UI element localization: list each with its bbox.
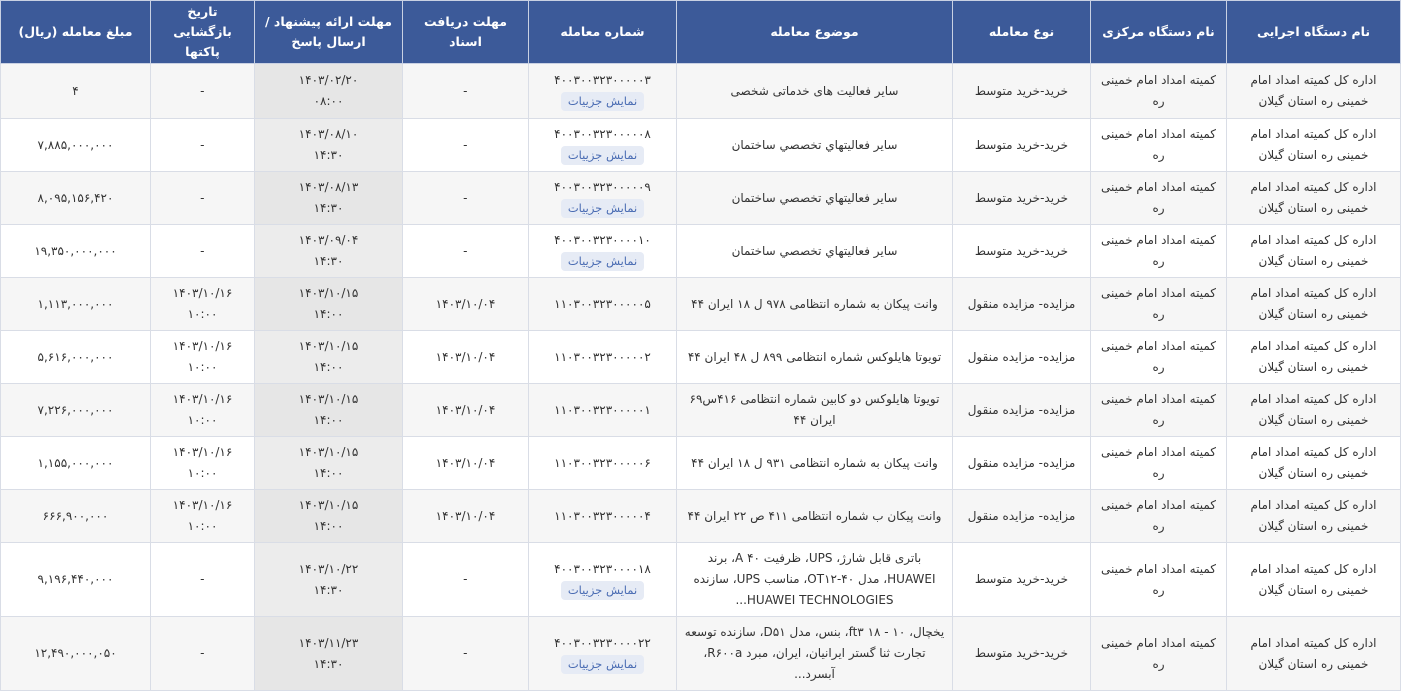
table-row bbox=[1, 278, 1401, 331]
deal-subject: یخچال، ۱۰ - ۱۸ ft۳، بنس، مدل D۵۱، سازنده توسعه تجارت ثنا گستر ایرانیان، ایران، مبرد R۶۰۰a، آبسرد... bbox=[684, 625, 945, 681]
cell-subject bbox=[677, 225, 953, 278]
offer-date: ۱۴۰۳/۰۹/۰۴ bbox=[298, 233, 359, 247]
table-row bbox=[1, 543, 1401, 617]
offer-time: ۱۴:۳۰ bbox=[313, 148, 344, 162]
doc-deadline: ۱۴۰۳/۱۰/۰۴ bbox=[435, 508, 496, 523]
deal-number: ۴۰۰۳۰۰۳۲۳۰۰۰۰۲۲ bbox=[554, 635, 651, 650]
cell-deal-number bbox=[529, 437, 677, 490]
header-amount[interactable]: مبلغ معامله (ریال) bbox=[1, 1, 151, 64]
cell-opening-date bbox=[151, 543, 255, 617]
offer-time: ۱۴:۳۰ bbox=[313, 656, 344, 671]
cell-amount bbox=[1, 384, 151, 437]
table-row bbox=[1, 490, 1401, 543]
offer-date: ۱۴۰۳/۱۰/۱۵ bbox=[298, 339, 359, 353]
executor-name: اداره کل کمیته امداد امام خمینی ره استان گیلان bbox=[1250, 635, 1377, 671]
cell-doc-deadline bbox=[403, 490, 529, 543]
central-name: کمیته امداد امام خمینی ره bbox=[1101, 233, 1216, 268]
deal-amount: ۷,۸۸۵,۰۰۰,۰۰۰ bbox=[37, 137, 114, 152]
header-subject[interactable]: موضوع معامله bbox=[677, 1, 953, 64]
deal-number: ۴۰۰۳۰۰۳۲۳۰۰۰۰۱۸ bbox=[554, 561, 651, 576]
cell-central bbox=[1091, 617, 1227, 691]
offer-time: ۱۴:۰۰ bbox=[313, 466, 344, 480]
cell-offer-deadline bbox=[255, 543, 403, 617]
deal-amount: ۱,۱۱۳,۰۰۰,۰۰۰ bbox=[37, 296, 114, 311]
cell-deal-type bbox=[953, 543, 1091, 617]
executor-name: اداره کل کمیته امداد امام خمینی ره استان گیلان bbox=[1250, 233, 1377, 268]
opening-time: ۱۰:۰۰ bbox=[187, 307, 218, 321]
cell-executor bbox=[1227, 617, 1401, 691]
deal-number: ۴۰۰۳۰۰۳۲۳۰۰۰۰۱۰ bbox=[554, 233, 651, 247]
cell-amount bbox=[1, 225, 151, 278]
cell-deal-number bbox=[529, 278, 677, 331]
cell-doc-deadline bbox=[403, 543, 529, 617]
executor-name: اداره کل کمیته امداد امام خمینی ره استان گیلان bbox=[1250, 286, 1377, 321]
cell-executor bbox=[1227, 225, 1401, 278]
show-details-button[interactable]: نمایش جزییات bbox=[561, 92, 644, 111]
offer-time: ۱۴:۰۰ bbox=[313, 413, 344, 427]
cell-central bbox=[1091, 437, 1227, 490]
cell-subject bbox=[677, 617, 953, 691]
cell-deal-number bbox=[529, 119, 677, 172]
offer-date: ۱۴۰۳/۱۰/۱۵ bbox=[298, 445, 359, 459]
opening-date: ۱۴۰۳/۱۰/۱۶ bbox=[172, 339, 233, 353]
offer-time: ۱۴:۳۰ bbox=[313, 582, 344, 597]
header-deal-type[interactable]: نوع معامله bbox=[953, 1, 1091, 64]
cell-deal-number bbox=[529, 490, 677, 543]
cell-offer-deadline bbox=[255, 225, 403, 278]
table-row bbox=[1, 172, 1401, 225]
deal-number: ۱۱۰۳۰۰۳۲۳۰۰۰۰۰۱ bbox=[554, 402, 651, 417]
deal-subject: سایر فعالیتهاي تخصصي ساختمان bbox=[731, 190, 898, 205]
doc-deadline: - bbox=[463, 190, 468, 205]
cell-central bbox=[1091, 278, 1227, 331]
cell-executor bbox=[1227, 437, 1401, 490]
cell-deal-type bbox=[953, 172, 1091, 225]
offer-time: ۰۸:۰۰ bbox=[313, 94, 344, 108]
deal-number: ۱۱۰۳۰۰۳۲۳۰۰۰۰۰۴ bbox=[554, 508, 651, 523]
offer-date: ۱۴۰۳/۱۰/۲۲ bbox=[298, 561, 359, 576]
cell-offer-deadline bbox=[255, 172, 403, 225]
cell-opening-date bbox=[151, 64, 255, 119]
central-name: کمیته امداد امام خمینی ره bbox=[1101, 286, 1216, 321]
offer-date: ۱۴۰۳/۰۲/۲۰ bbox=[298, 73, 359, 87]
central-name: کمیته امداد امام خمینی ره bbox=[1101, 392, 1216, 427]
cell-executor bbox=[1227, 172, 1401, 225]
deal-subject: سایر فعالیت های خدماتی شخصی bbox=[730, 83, 899, 98]
deal-subject: وانت پیکان ب شماره انتظامی ۴۱۱ ص ۲۲ ایران ۴۴ bbox=[687, 508, 942, 523]
offer-date: ۱۴۰۳/۱۰/۱۵ bbox=[298, 286, 359, 300]
cell-offer-deadline bbox=[255, 617, 403, 691]
cell-deal-type bbox=[953, 119, 1091, 172]
executor-name: اداره کل کمیته امداد امام خمینی ره استان گیلان bbox=[1250, 445, 1377, 480]
deal-subject: سایر فعالیتهاي تخصصي ساختمان bbox=[731, 243, 898, 258]
cell-executor bbox=[1227, 543, 1401, 617]
cell-offer-deadline bbox=[255, 119, 403, 172]
deal-number: ۴۰۰۳۰۰۳۲۳۰۰۰۰۰۸ bbox=[554, 127, 651, 141]
cell-executor bbox=[1227, 490, 1401, 543]
cell-doc-deadline bbox=[403, 278, 529, 331]
cell-doc-deadline bbox=[403, 437, 529, 490]
central-name: کمیته امداد امام خمینی ره bbox=[1101, 445, 1216, 480]
cell-deal-type bbox=[953, 278, 1091, 331]
cell-opening-date bbox=[151, 331, 255, 384]
cell-subject bbox=[677, 384, 953, 437]
cell-deal-type bbox=[953, 384, 1091, 437]
deal-amount: ۱۲,۴۹۰,۰۰۰,۰۵۰ bbox=[34, 646, 117, 660]
cell-central bbox=[1091, 543, 1227, 617]
cell-opening-date bbox=[151, 119, 255, 172]
deal-subject: تویوتا هایلوکس شماره انتظامی ۸۹۹ ل ۴۸ ایران ۴۴ bbox=[687, 349, 942, 364]
deal-type: مزایده- مزایده منقول bbox=[967, 296, 1076, 311]
opening-date: - bbox=[200, 137, 205, 152]
cell-opening-date bbox=[151, 384, 255, 437]
cell-amount bbox=[1, 437, 151, 490]
deal-number: ۱۱۰۳۰۰۳۲۳۰۰۰۰۰۲ bbox=[554, 349, 651, 364]
cell-subject bbox=[677, 490, 953, 543]
opening-time: ۱۰:۰۰ bbox=[187, 413, 218, 427]
cell-subject bbox=[677, 331, 953, 384]
deal-amount: ۸,۰۹۵,۱۵۶,۴۲۰ bbox=[37, 190, 114, 205]
doc-deadline: - bbox=[463, 83, 468, 98]
cell-deal-type bbox=[953, 64, 1091, 119]
deal-type: مزایده- مزایده منقول bbox=[967, 349, 1076, 364]
deal-amount: ۱,۱۵۵,۰۰۰,۰۰۰ bbox=[37, 455, 114, 470]
table-row bbox=[1, 64, 1401, 119]
opening-time: ۱۰:۰۰ bbox=[187, 360, 218, 374]
cell-doc-deadline bbox=[403, 331, 529, 384]
cell-amount bbox=[1, 119, 151, 172]
cell-central bbox=[1091, 119, 1227, 172]
cell-deal-number bbox=[529, 172, 677, 225]
cell-offer-deadline bbox=[255, 64, 403, 119]
doc-deadline: ۱۴۰۳/۱۰/۰۴ bbox=[435, 455, 496, 470]
offer-date: ۱۴۰۳/۰۸/۱۰ bbox=[298, 127, 359, 141]
opening-date: - bbox=[200, 83, 205, 98]
central-name: کمیته امداد امام خمینی ره bbox=[1101, 339, 1216, 374]
show-details-button[interactable]: نمایش جزییات bbox=[561, 581, 644, 600]
central-name: کمیته امداد امام خمینی ره bbox=[1101, 561, 1216, 597]
opening-date: ۱۴۰۳/۱۰/۱۶ bbox=[172, 445, 233, 459]
table-row bbox=[1, 617, 1401, 691]
deal-amount: ۶۶۶,۹۰۰,۰۰۰ bbox=[42, 508, 109, 523]
cell-opening-date bbox=[151, 490, 255, 543]
deal-type: مزایده- مزایده منقول bbox=[967, 402, 1076, 417]
cell-subject bbox=[677, 543, 953, 617]
offer-time: ۱۴:۰۰ bbox=[313, 360, 344, 374]
cell-executor bbox=[1227, 384, 1401, 437]
executor-name: اداره کل کمیته امداد امام خمینی ره استان گیلان bbox=[1250, 498, 1377, 533]
cell-deal-type bbox=[953, 617, 1091, 691]
opening-date: - bbox=[200, 646, 205, 660]
deal-subject: تویوتا هایلوکس دو کابین شماره انتظامی ۴۱۶س۶۹ ایران ۴۴ bbox=[689, 392, 940, 427]
offer-time: ۱۴:۰۰ bbox=[313, 519, 344, 533]
cell-subject bbox=[677, 278, 953, 331]
header-central[interactable]: نام دستگاه مرکزی bbox=[1091, 1, 1227, 64]
executor-name: اداره کل کمیته امداد امام خمینی ره استان گیلان bbox=[1250, 73, 1377, 108]
opening-date: ۱۴۰۳/۱۰/۱۶ bbox=[172, 392, 233, 406]
deal-type: خرید-خرید متوسط bbox=[974, 83, 1069, 98]
cell-doc-deadline bbox=[403, 119, 529, 172]
cell-doc-deadline bbox=[403, 64, 529, 119]
deal-number: ۱۱۰۳۰۰۳۲۳۰۰۰۰۰۶ bbox=[554, 455, 651, 470]
deal-amount: ۱۹,۳۵۰,۰۰۰,۰۰۰ bbox=[34, 243, 117, 258]
cell-amount bbox=[1, 543, 151, 617]
cell-subject bbox=[677, 437, 953, 490]
cell-deal-type bbox=[953, 490, 1091, 543]
header-opening-date[interactable]: تاریخ بازگشایی پاکتها bbox=[151, 1, 255, 64]
deal-amount: ۴ bbox=[72, 83, 79, 98]
deal-amount: ۵,۶۱۶,۰۰۰,۰۰۰ bbox=[37, 349, 114, 364]
table-row bbox=[1, 437, 1401, 490]
cell-subject bbox=[677, 64, 953, 119]
cell-offer-deadline bbox=[255, 331, 403, 384]
cell-opening-date bbox=[151, 225, 255, 278]
opening-date: - bbox=[200, 243, 205, 258]
cell-amount bbox=[1, 617, 151, 691]
cell-central bbox=[1091, 384, 1227, 437]
cell-central bbox=[1091, 172, 1227, 225]
opening-time: ۱۰:۰۰ bbox=[187, 466, 218, 480]
cell-doc-deadline bbox=[403, 225, 529, 278]
show-details-button[interactable]: نمایش جزییات bbox=[561, 199, 644, 218]
deal-number: ۴۰۰۳۰۰۳۲۳۰۰۰۰۰۹ bbox=[554, 180, 651, 194]
executor-name: اداره کل کمیته امداد امام خمینی ره استان گیلان bbox=[1250, 339, 1377, 374]
deal-number: ۴۰۰۳۰۰۳۲۳۰۰۰۰۰۳ bbox=[554, 73, 651, 87]
cell-opening-date bbox=[151, 172, 255, 225]
opening-date: ۱۴۰۳/۱۰/۱۶ bbox=[172, 498, 233, 512]
deal-type: مزایده- مزایده منقول bbox=[967, 455, 1076, 470]
show-details-button[interactable]: نمایش جزییات bbox=[561, 655, 644, 674]
cell-deal-number bbox=[529, 225, 677, 278]
deal-subject: سایر فعالیتهاي تخصصي ساختمان bbox=[731, 137, 898, 152]
cell-doc-deadline bbox=[403, 172, 529, 225]
deal-type: خرید-خرید متوسط bbox=[974, 243, 1069, 258]
cell-opening-date bbox=[151, 617, 255, 691]
cell-central bbox=[1091, 490, 1227, 543]
cell-offer-deadline bbox=[255, 278, 403, 331]
opening-date: - bbox=[200, 572, 205, 586]
cell-deal-type bbox=[953, 225, 1091, 278]
cell-executor bbox=[1227, 331, 1401, 384]
deal-type: خرید-خرید متوسط bbox=[974, 137, 1069, 152]
cell-deal-number bbox=[529, 331, 677, 384]
offer-date: ۱۴۰۳/۱۱/۲۳ bbox=[298, 635, 359, 650]
cell-subject bbox=[677, 172, 953, 225]
header-row bbox=[1, 1, 1401, 64]
executor-name: اداره کل کمیته امداد امام خمینی ره استان گیلان bbox=[1250, 561, 1377, 597]
table-row bbox=[1, 225, 1401, 278]
cell-deal-number bbox=[529, 617, 677, 691]
doc-deadline: - bbox=[463, 646, 468, 660]
header-doc-deadline[interactable]: مهلت دریافت اسناد bbox=[403, 1, 529, 64]
cell-amount bbox=[1, 278, 151, 331]
deal-number: ۱۱۰۳۰۰۳۲۳۰۰۰۰۰۵ bbox=[554, 296, 651, 311]
offer-time: ۱۴:۰۰ bbox=[313, 307, 344, 321]
deal-type: مزایده- مزایده منقول bbox=[967, 508, 1076, 523]
deal-subject: باتری قابل شارژ، UPS، ظرفیت ۴۰ A، برند HUAWEI، مدل OT۱۲-۴۰، مناسب UPS، سازنده HUAWEI TECHNOLOGIES... bbox=[693, 551, 936, 607]
table-row bbox=[1, 331, 1401, 384]
doc-deadline: - bbox=[463, 137, 468, 152]
cell-opening-date bbox=[151, 437, 255, 490]
deal-amount: ۹,۱۹۶,۴۴۰,۰۰۰ bbox=[37, 572, 114, 586]
deal-type: خرید-خرید متوسط bbox=[974, 572, 1069, 586]
cell-amount bbox=[1, 331, 151, 384]
opening-date: - bbox=[200, 190, 205, 205]
cell-central bbox=[1091, 64, 1227, 119]
cell-central bbox=[1091, 225, 1227, 278]
cell-amount bbox=[1, 172, 151, 225]
deal-amount: ۷,۲۲۶,۰۰۰,۰۰۰ bbox=[37, 402, 114, 417]
cell-deal-number bbox=[529, 384, 677, 437]
header-offer-deadline[interactable]: مهلت ارائه پیشنهاد / ارسال پاسخ bbox=[255, 1, 403, 64]
opening-time: ۱۰:۰۰ bbox=[187, 519, 218, 533]
header-deal-number[interactable]: شماره معامله bbox=[529, 1, 677, 64]
deal-type: خرید-خرید متوسط bbox=[974, 646, 1069, 660]
deal-subject: وانت پیکان به شماره انتظامی ۹۳۱ ل ۱۸ ایران ۴۴ bbox=[691, 455, 938, 470]
executor-name: اداره کل کمیته امداد امام خمینی ره استان گیلان bbox=[1250, 127, 1377, 162]
offer-time: ۱۴:۳۰ bbox=[313, 254, 344, 268]
deal-subject: وانت پیکان به شماره انتظامی ۹۷۸ ل ۱۸ ایران ۴۴ bbox=[691, 296, 938, 311]
cell-executor bbox=[1227, 64, 1401, 119]
cell-offer-deadline bbox=[255, 437, 403, 490]
central-name: کمیته امداد امام خمینی ره bbox=[1101, 73, 1216, 108]
cell-offer-deadline bbox=[255, 384, 403, 437]
doc-deadline: ۱۴۰۳/۱۰/۰۴ bbox=[435, 402, 496, 417]
opening-date: ۱۴۰۳/۱۰/۱۶ bbox=[172, 286, 233, 300]
executor-name: اداره کل کمیته امداد امام خمینی ره استان گیلان bbox=[1250, 392, 1377, 427]
header-executor[interactable]: نام دستگاه اجرایی bbox=[1227, 1, 1401, 64]
offer-date: ۱۴۰۳/۱۰/۱۵ bbox=[298, 498, 359, 512]
cell-deal-type bbox=[953, 437, 1091, 490]
doc-deadline: ۱۴۰۳/۱۰/۰۴ bbox=[435, 296, 496, 311]
cell-executor bbox=[1227, 119, 1401, 172]
table-row bbox=[1, 119, 1401, 172]
show-details-button[interactable]: نمایش جزییات bbox=[561, 146, 644, 165]
cell-deal-type bbox=[953, 331, 1091, 384]
central-name: کمیته امداد امام خمینی ره bbox=[1101, 127, 1216, 162]
cell-amount bbox=[1, 64, 151, 119]
cell-opening-date bbox=[151, 278, 255, 331]
deal-type: خرید-خرید متوسط bbox=[974, 190, 1069, 205]
cell-amount bbox=[1, 490, 151, 543]
offer-date: ۱۴۰۳/۱۰/۱۵ bbox=[298, 392, 359, 406]
central-name: کمیته امداد امام خمینی ره bbox=[1101, 180, 1216, 215]
doc-deadline: - bbox=[463, 243, 468, 258]
central-name: کمیته امداد امام خمینی ره bbox=[1101, 635, 1216, 671]
central-name: کمیته امداد امام خمینی ره bbox=[1101, 498, 1216, 533]
cell-deal-number bbox=[529, 543, 677, 617]
doc-deadline: ۱۴۰۳/۱۰/۰۴ bbox=[435, 349, 496, 364]
cell-offer-deadline bbox=[255, 490, 403, 543]
cell-executor bbox=[1227, 278, 1401, 331]
table-row bbox=[1, 384, 1401, 437]
executor-name: اداره کل کمیته امداد امام خمینی ره استان گیلان bbox=[1250, 180, 1377, 215]
cell-subject bbox=[677, 119, 953, 172]
cell-doc-deadline bbox=[403, 617, 529, 691]
offer-date: ۱۴۰۳/۰۸/۱۳ bbox=[298, 180, 359, 194]
cell-central bbox=[1091, 331, 1227, 384]
cell-deal-number bbox=[529, 64, 677, 119]
cell-doc-deadline bbox=[403, 384, 529, 437]
show-details-button[interactable]: نمایش جزییات bbox=[561, 252, 644, 271]
offer-time: ۱۴:۳۰ bbox=[313, 201, 344, 215]
doc-deadline: - bbox=[463, 572, 468, 586]
